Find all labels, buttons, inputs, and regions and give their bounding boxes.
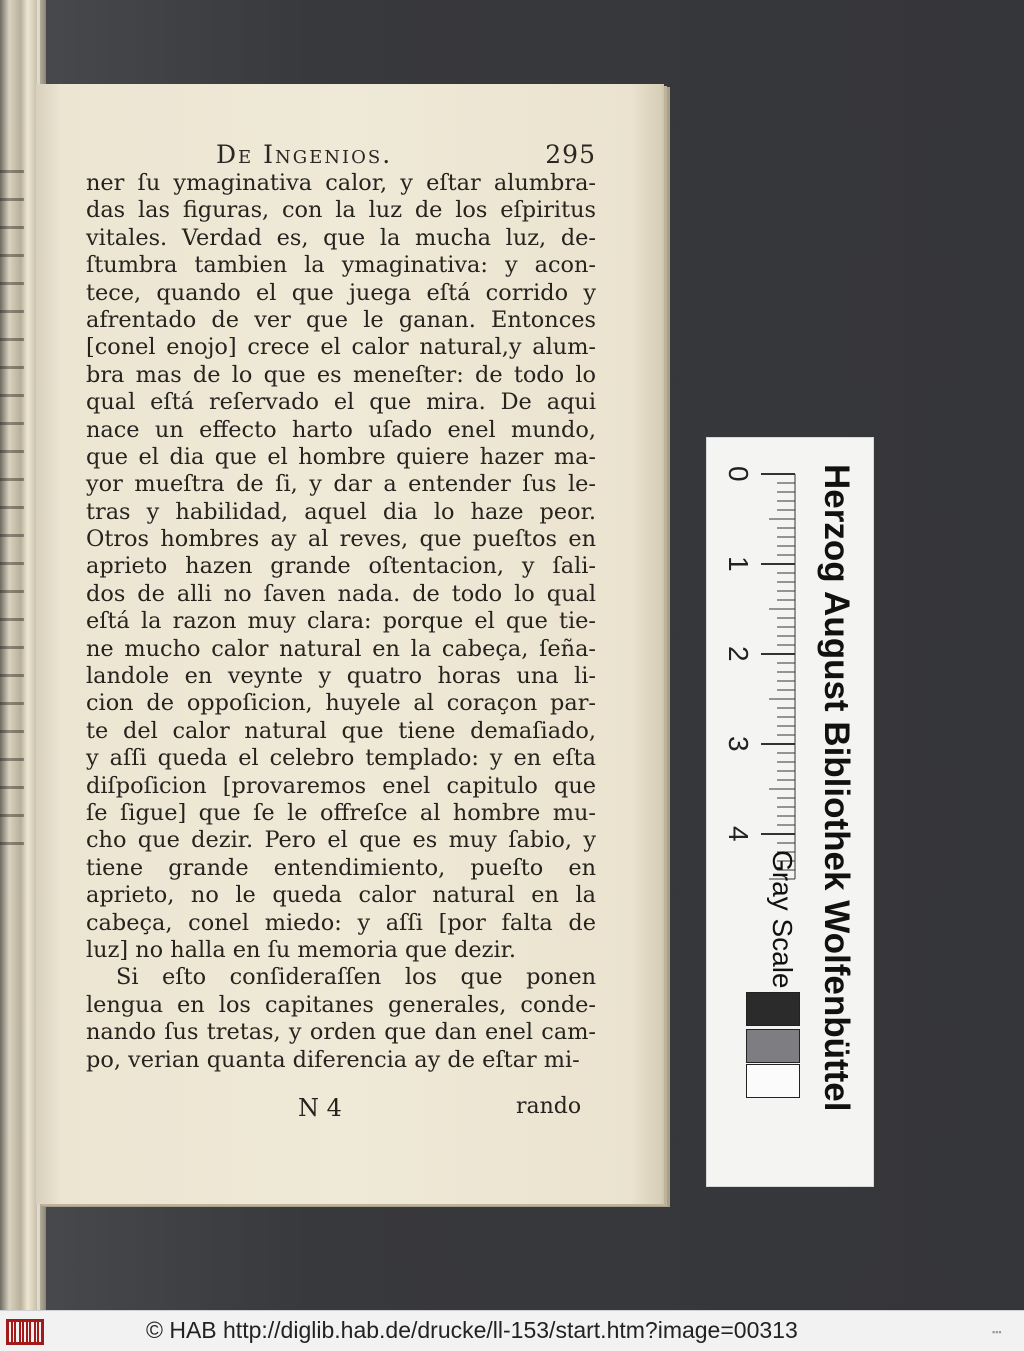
book-page (36, 84, 662, 1204)
text-line: tece, quando el que juega eſtá corrido y (86, 279, 596, 306)
text-line: te del calor natural que tiene demaſiado, (86, 717, 596, 744)
ruler-number: 1 (723, 556, 754, 572)
running-head (216, 140, 596, 170)
text-line: [conel enojo] crece el calor natural,y alum- (86, 334, 596, 361)
footer-bar (0, 1310, 1024, 1351)
gray-swatch-mid (746, 1029, 800, 1063)
ruler-number: 3 (723, 736, 754, 752)
scale-card-title-text: Herzog August Bibliothek Wolfenbüttel (817, 464, 856, 1112)
text-line: cion de oppoſicion, huyele al coraçon par- (86, 690, 596, 717)
text-line: diſpoſicion [provaremos enel capitulo que (86, 772, 596, 799)
text-line: aprieto hazen grande oſtentacion, y ſali- (86, 553, 596, 580)
text-line: y aſſi queda el celebro templado: y en eſta (86, 745, 596, 772)
text-line: ne mucho calor natural en la cabeça, ſeña- (86, 635, 596, 662)
copyright-url[interactable]: © HAB http://diglib.hab.de/drucke/ll-153/start.htm?image=00313 (146, 1317, 798, 1343)
text-line: tras y habilidad, aquel dia lo haze peor. (86, 498, 596, 525)
ruler-number: 2 (723, 646, 754, 662)
running-title: De Ingenios. (216, 140, 393, 169)
text-line: landole en veynte y quatro horas una li- (86, 663, 596, 690)
text-line: aprieto, no le queda calor natural en la (86, 882, 596, 909)
text-line: qual eſtá reſervado el que mira. De aqui (86, 389, 596, 416)
ruler-number: 4 (723, 826, 754, 842)
text-line: nace un effecto harto uſado enel mundo, (86, 416, 596, 443)
text-line: lengua en los capitanes generales, conde- (86, 991, 596, 1018)
text-line: dos de alli no ſaven nada. de todo lo qual (86, 580, 596, 607)
text-line: das las figuras, con la luz de los eſpiritus (86, 197, 596, 224)
gray-scale-label (767, 850, 800, 1000)
text-line: que el dia que el hombre quiere hazer ma- (86, 443, 596, 470)
signature-mark: N 4 (298, 1094, 342, 1122)
gray-swatch-light (746, 1064, 800, 1098)
gray-swatch-dark (746, 992, 800, 1026)
text-line: cabeça, conel miedo: y aſſi [por falta de (86, 909, 596, 936)
text-line: yor mueſtra de ſi, y dar a entender ſus le- (86, 471, 596, 498)
text-line: afrentado de ver que le ganan. Entonces (86, 306, 596, 333)
text-line: Otros hombres ay al reves, que pueſtos en (86, 526, 596, 553)
text-line: tiene grande entendimiento, pueſto en (86, 854, 596, 881)
text-line: luz] no halla en ſu memoria que dezir. (86, 936, 516, 963)
text-line: ſtumbra tambien la ymaginativa: y acon- (86, 252, 596, 279)
text-line: ner ſu ymaginativa calor, y eſtar alumbra- (86, 170, 596, 196)
text-line: ſe ſigue] que ſe le offreſce al hombre mu- (86, 799, 596, 826)
scale-card-title (818, 464, 858, 1164)
adjacent-page-text (0, 150, 24, 850)
text-line: eſtá la razon muy clara: porque el que tie- (86, 608, 596, 635)
page-number: 295 (545, 140, 596, 169)
text-line: nando ſus tretas, y orden que dan enel cam- (86, 1019, 596, 1046)
text-line: cho que dezir. Pero el que es muy ſabio, y (86, 827, 596, 854)
text-line: bra mas de lo que es meneſter: de todo lo (86, 361, 596, 388)
ruler-number: 0 (723, 466, 754, 482)
catchword: rando (516, 1094, 582, 1119)
corner-mark: ▪▪▪ (992, 1327, 1002, 1337)
body-text (86, 170, 596, 1074)
text-line: Si eſto conſideraſſen los que ponen (116, 964, 596, 991)
text-line: po, verian quanta diferencia ay de eſtar mi- (86, 1046, 580, 1073)
gray-scale-label-text: Gray Scale (767, 850, 798, 989)
text-line: vitales. Verdad es, que la mucha luz, de- (86, 224, 596, 251)
barcode-logo-icon (6, 1319, 44, 1345)
